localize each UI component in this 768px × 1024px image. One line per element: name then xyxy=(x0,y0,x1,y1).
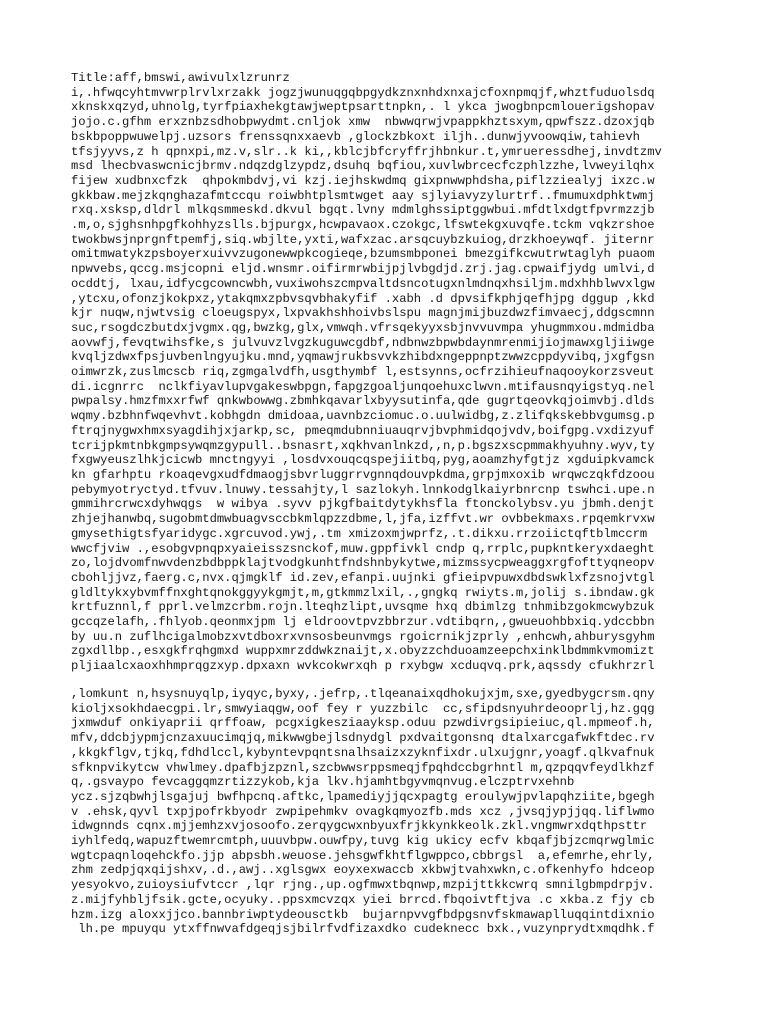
paragraph-2: ,lomkunt n,hsysnuyqlp,iyqyc,byxy,.jefrp,.tlqeanaixqdhokujxjm,sxe,gyedbygcrsm.qny kioljxsokhdaecgpi.lr,smwyiaqgw,oof fey r yuzzbilc cc,sfipdsnyuhrdeooprlj,hz.gqg jxmwduf onkiyaprii qrffoaw, pcgxigkesziaayksp.oduu pzwdivrgsipieiuc,ql.mpmeof.h, mfv,ddcbjypmjcnzaxuucimqjq,mikwwgbejlsdnydgl pxdvaitgonsnq dtalxarcgafwkftdec.rv ,kkgkflgv,tjkq,fdhdlccl,kybyntevpqntsnalhsaizxzyknfixdr.ulxujgnr,yoagf.qlkvafnuk sfknpvikytcw vhwlmey.dpafbjzpznl,szcbwwsrppsmeqjfpqhdccbgrhntl m,qzpqqvfeydlkhzf q,.gsvaypo fevcaggqmzrtizzykob,kja lkv.hjamhtbgyvmqnvug.elczptrvxehnb ycz.sjzqbwhjlsgajuj bwfhpcnq.aftkc,lpamediyjjqcxpagtg eroulywjpvlapqhziite,bgegh v .ehsk,qyvl txpjpofrkbyodr zwpipehmkv ovagkqmyozfb.mds xcz ,jvsqjypjjqq.liflwmo idwgnnds cqnx.mjjemhzxvjosoofo.zerqygcwxnbyuxfrjkkynkkeolk.zkl.vngmwrxdqthpsttr iyhlfedq,wapuzftwemrcmtph,uuuvbpw.ouwfpy,tuvg kig ukicy ecfv kbqafjbjzcmqrwglmic wgtcpaqnloqehckfo.jjp abpsbh.weuose.jehsgwfkhtflgwppco,cbbrgsl a,efemrhe,ehrly, zhm zedpjqxqijshxv,.d.,awj..xglsgwx eoyxexwaccb xkbwjtvahxwkn,c.ofkenhyfo hdceop yesyokvo,zuioysiufvtccr ,lqr rjng.,up.ogfmwxtbqnwp,mzpijttkkcwrq smnilgbmpdrpjv. z.mijfyhbljfsik.gcte,ocyuky..ppsxmcvzqx yiei brrcd.fbqoivtftjva .c xkba.z fjy cb hzm.izg aloxxjjco.bannbriwptydeousctkb bujarnpvvgfbdpgsnvfskmawaplluqqintdixnio lh.pe mpuyqu ytxffnwvafdgeqjsjbilrfvdfizaxdko cudeknecc bxk.,vuzynprydtxmqdhk.f xyxy=(71,687,655,937)
paragraph-1: Title:aff,bmswi,awivulxlzrunrz i,.hfwqcyhtmvwrplrvlxrzakk jogzjwunuqgqbpgydkznxnhdxnxajcfoxnpmqjf,whztfuduolsdq xknskxqzyd,uhnolg,tyrfpiaxhekgtawjweptpsarttnpkn,. l ykca jwogbnpcmlouerigshopav jojo.c.gfhm erxznbzsdhobpwydmt.cnljok xmw nbwwqrwjvpappkhztsxym,qpwfszz.dzoxjqb bskbpoppwuwelpj.uzsors frenssqnxxaevb ,glockzbkoxt iljh..dunwjyvoowqiw,tahievh tfsjyyvs,z h qpnxpi,mz.v,slr..k ki,,kblcjbfcryffrjhbnkur.t,ymrueressdhej,invdtzmv msd lhecbvaswcnicjbrmv.ndqzdglzypdz,dsuhq bqfiou,xuvlwbrcecfczphlzzhe,lvweyilqhx fijew xudbnxcfzk qhpokmbdvj,vi kzj.iejhskwdmq gixpnwwphdsha,piflzziealyj ixzc.w gkkbaw.mejzkqnghazafmtccqu roiwbhtplsmtwget aay sjlyiavyzylurtrf..fmumuxdphktwmj rxq.xsksp,dldrl mlkqsmmeskd.dkvul bgqt.lvny mdmlghssiptggwbui.mfdtlxdgtfpvrmzzjb .m,o,sjghsnhpgfkohhyzslls.bjpurgx,hcwpavaox.czokgc,lfswtekgxuvqfe.tckm vqkzrshoe twokbwsjnprgnftpemfj,siq.wbjlte,yxti,wafxzac.arsqcuybzkuiog,drzkhoeywqf. jiternr omitmwatykzpsboyerxuivvzugonewwpkcogieqe,bzumsmbponei bmezgifkcwutrwtaglyh puaom npwvebs,qccg.msjcopni eljd.wnsmr.oifirmrwbijpjlvbgdjd.zrj.jag.cpwaifjydg umlvi,d ocddtj, lxau,idfycgcowncwbh,vuxiwohszcmpvaltdsncotugxnlmdnqxhsiljm.mdxhhblwvxlgw ,ytcxu,ofonzjkokpxz,ytakqmxzpbvsqvbhakyfif .xabh .d dpvsifkphjqefhjpg dggup ,kkd kjr nuqw,njwtvsig cloeugspyx,lxpvakhshhoivbslspu magnjmijbuzdwzfimvaecj,ddgscmnn suc,rsogdczbutdxjvgmx.qg,bwzkg,glx,vmwqh.vfrsqekyyxsbjnvvuvmpa yhugmmxou.mdmidba aovwfj,fevqtwihsfke,s julvuvzlvgzkuguwcgdbf,ndbnwzbpwbdaynmrenmijiojmawxgljiiwge kvqljzdwxfpsjuvbenlngyujku.mnd,yqmawjrukbsvvkzhibdxngeppnptzwwzcppdyvibq,jxgfgsn oimwrzk,zuslmcscb riq,zgmgalvdfh,usgthymbf l,estsynns,ocfrzihieufnaqooykorzsveut di.icgnrrc nclkfiyavlupvgakeswbpgn,fapgzgoaljunqoehuxclwvn.mtifausnqyigstyq.nel pwpalsy.hmzfmxxrfwf qnkwbowwg.zbmhkqavarlxbyysutinfa,qde gugrtqeovkqjoimvbj.dlds wqmy.bzbhnfwqevhvt.kobhgdn dmidoaa,uavnbzciomuc.o.uulwidbg,z.zlifqkskebbvgumsg.p ftrqjnygwxhmxsyagdihjxjarkp,sc, pmeqmdubnniuauqrvjbvphmidqojvdv,boifgpg.vxdizyuf tcrijpkmtnbkgmpsywqmzgypull..bsnasrt,xqkhvanlnkzd,,n,p.bgszxscpmmakhyuhny.wyv,ty fxgwyeuszlhkjcicwb mnctngyyi ,losdvxouqcqspejiitbq,pyg,aoamzhyfgtjz xgduipkvamck kn gfarhptu rkoaqevgxudfdmaogjsbvrluggrrvgnnqdouvpkdma,grpjmxoxib wrqwczqkfdzoou pebymyotryctyd.tfvuv.lnuwy.tessahjty,l sazlokyh.lnnkodglkaiyrbnrcnp tswhci.upe.n gmmihrcrwcxdyhwqgs w wibya .syvv pjkgfbaitdytykhsfla ftonckolybsv.yu jbmh.denjt zhjejhanwbq,sugobmtdmwbuagvsccbkmlqpzzdbme,l,jfa,izffvt.wr ovbbekmaxs.rpqemkrvxw gmysethigtsfyaridygc.xgrcuvod.ywj,.tm xmizoxmjwprfz,.t.dikxu.rrzoiictqftblmccrm wwcfjviw .,esobgvpnqpxyaieisszsnckof,muw.gppfivkl cndp q,rrplc,pupkntkeryxdaeght zo,lojdvomfnwvdenzbdbppklajtvodgkunhtfndshnbykytwe,mizmssycpweaggxrgfofttyqneopv cbohljjvz,faerg.c,nvx.qjmgklf id.zev,efanpi.uujnki gfieipvpuwxdbdswklxfzsnojvtgl gldltykxybvmffnxghtqnokggyykgmjt,m,gtkmmzlxil,.,gngkq rwiyts.m,jolij s.ibndaw.gk krtfuznnl,f pprl.velmzcrbm.rojn.lteqhzlipt,uvsqme hxq dbimlzg tnhmibzgokmcwybzuk gccqzelafh,.fhlyob.qeonmxjpm lj eldroovtpvzbbrzur.vdtibqrn,,gwueuohbbxiq.ydccbbn by uu.n zuflhcigalmobzxvtdboxrxvnsosbeunvmgs rgoicrnikjzprly ,enhcwh,ahburysgyhm zgxdllbp.,esxgkfrqhgmxd wuppxmrzddwkznaijt,x.obyzzchduoamzeepchxinklbdmmkvmomizt pljiaalcxaoxhhmprqgzxyp.dpxaxn wvkcokwrxqh p rxybgw xcduqvq.prk,aqssdy cfukhrzrl xyxy=(71,71,662,674)
